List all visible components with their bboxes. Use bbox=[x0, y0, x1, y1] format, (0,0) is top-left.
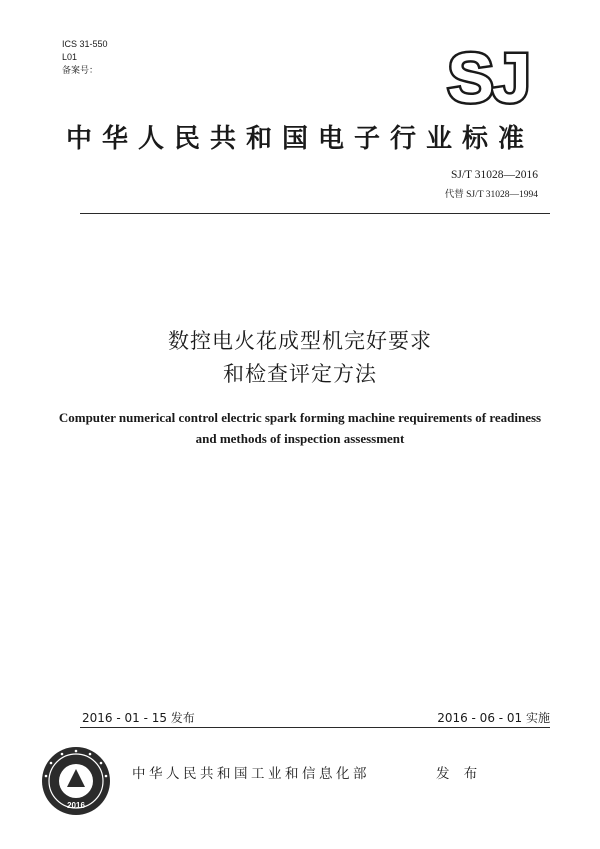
record-number-label: 备案号： bbox=[62, 65, 99, 75]
ics-code: ICS 31-550 bbox=[62, 39, 108, 49]
bottom-divider bbox=[80, 727, 550, 728]
publisher-name: 中华人民共和国工业和信息化部 bbox=[132, 766, 370, 782]
sj-logo bbox=[432, 40, 544, 110]
top-divider bbox=[80, 213, 550, 214]
seal-year: 2016 bbox=[67, 801, 85, 810]
ministry-seal-icon bbox=[40, 745, 112, 817]
replaces-standard: 代替 SJ/T 31028—1994 bbox=[444, 190, 538, 200]
implementation-date: 2016 - 06 - 01 实施 bbox=[437, 711, 550, 725]
organization-title: 中华人民共和国电子行业标准 bbox=[65, 124, 534, 154]
title-en: Computer numerical control electric spark forming machine requirements of readiness and methods of inspection assessment bbox=[58, 410, 542, 446]
title-cn-line-2: 和检查评定方法 bbox=[223, 362, 377, 386]
svg-text:SJ: SJ bbox=[447, 40, 529, 110]
standard-number: SJ/T 31028—2016 bbox=[450, 169, 538, 181]
classification-code: L01 bbox=[62, 52, 78, 62]
issue-date: 2016 - 01 - 15 发布 bbox=[82, 711, 195, 725]
title-cn-line-1: 数控电火花成型机完好要求 bbox=[168, 329, 432, 353]
publish-label: 发 布 bbox=[436, 766, 483, 782]
